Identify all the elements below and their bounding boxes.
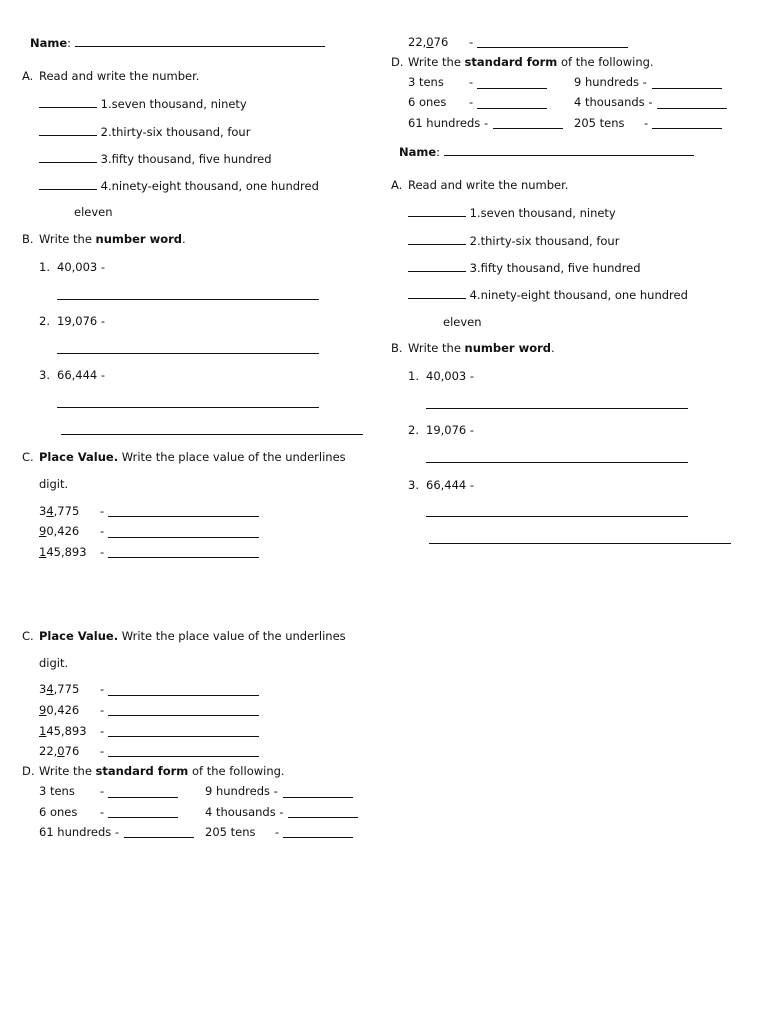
answer-line[interactable] [426, 408, 688, 409]
section-c-letter: C. [22, 450, 34, 464]
place-value-number: 22,076 [408, 35, 449, 49]
dash: - [100, 805, 105, 819]
place-value-number: 22,076 [39, 744, 80, 758]
answer-line[interactable] [124, 837, 194, 838]
section-c-letter: C. [22, 629, 34, 643]
item-number: 3. [39, 368, 50, 382]
list-item: 4.ninety-eight thousand, one hundred [408, 287, 688, 302]
answer-blank[interactable] [408, 233, 466, 245]
answer-line[interactable] [108, 817, 178, 818]
standard-form-item: 9 hundreds - [574, 75, 647, 89]
place-value-number: 90,426 [39, 524, 80, 538]
answer-blank[interactable] [408, 205, 466, 217]
section-d-instruction: Write the standard form of the following. [39, 764, 285, 778]
answer-line[interactable] [61, 434, 363, 435]
answer-line[interactable] [108, 715, 259, 716]
dash: - [100, 545, 105, 559]
item-value: 40,003 - [426, 369, 475, 383]
section-c-instruction: Place Value. Write the place value of the underlines [39, 450, 346, 464]
dash: - [275, 825, 280, 839]
answer-blank[interactable] [408, 260, 466, 272]
section-a-instruction: Read and write the number. [39, 69, 200, 83]
list-item: 2.thirty-six thousand, four [408, 233, 619, 248]
dash: - [100, 504, 105, 518]
standard-form-item: 6 ones [408, 95, 447, 109]
standard-form-item: 61 hundreds - [408, 116, 489, 130]
answer-line[interactable] [477, 47, 628, 48]
standard-form-item: 4 thousands - [574, 95, 653, 109]
dash: - [100, 703, 105, 717]
name-blank[interactable] [444, 144, 694, 156]
answer-blank[interactable] [39, 124, 97, 136]
answer-blank[interactable] [39, 178, 97, 190]
answer-line[interactable] [426, 516, 688, 517]
item-value: 19,076 - [57, 314, 106, 328]
answer-line[interactable] [108, 557, 259, 558]
section-b-letter: B. [391, 341, 403, 355]
answer-line[interactable] [429, 543, 731, 544]
standard-form-item: 6 ones [39, 805, 78, 819]
dash: - [469, 35, 474, 49]
dash: - [100, 682, 105, 696]
name-label: Name [30, 36, 68, 50]
answer-line[interactable] [108, 695, 259, 696]
item-value: 66,444 - [57, 368, 106, 382]
standard-form-item: 205 tens [574, 116, 625, 130]
answer-line[interactable] [57, 407, 319, 408]
section-a-instruction: Read and write the number. [408, 178, 569, 192]
section-b-instruction: Write the number word. [408, 341, 555, 355]
place-value-number: 145,893 [39, 545, 87, 559]
answer-line[interactable] [426, 462, 688, 463]
answer-line[interactable] [108, 797, 178, 798]
section-a-letter: A. [391, 178, 403, 192]
dash: - [100, 744, 105, 758]
answer-line[interactable] [652, 88, 722, 89]
place-value-number: 34,775 [39, 504, 80, 518]
answer-line[interactable] [657, 108, 727, 109]
answer-line[interactable] [493, 128, 563, 129]
list-item: 1.seven thousand, ninety [408, 205, 616, 220]
answer-line[interactable] [108, 537, 259, 538]
item-number: 3. [408, 478, 419, 492]
answer-line[interactable] [108, 756, 259, 757]
answer-line[interactable] [652, 128, 722, 129]
standard-form-item: 205 tens [205, 825, 256, 839]
dash: - [100, 784, 105, 798]
name-row: Name: [30, 35, 325, 50]
place-value-number: 145,893 [39, 724, 87, 738]
list-item: 3.fifty thousand, five hundred [408, 260, 641, 275]
item-value: 19,076 - [426, 423, 475, 437]
place-value-number: 90,426 [39, 703, 80, 717]
answer-line[interactable] [283, 837, 353, 838]
name-blank[interactable] [75, 35, 325, 47]
dash: - [644, 116, 649, 130]
section-b-letter: B. [22, 232, 34, 246]
item-number: 1. [39, 260, 50, 274]
item-number: 1. [408, 369, 419, 383]
dash: - [100, 724, 105, 738]
dash: - [469, 75, 474, 89]
answer-line[interactable] [288, 817, 358, 818]
dash: - [100, 524, 105, 538]
list-item: 3.fifty thousand, five hundred [39, 151, 272, 166]
standard-form-item: 3 tens [39, 784, 75, 798]
section-a-letter: A. [22, 69, 34, 83]
section-c-instruction: Place Value. Write the place value of the underlines [39, 629, 346, 643]
answer-line[interactable] [108, 516, 259, 517]
standard-form-item: 3 tens [408, 75, 444, 89]
place-value-number: 34,775 [39, 682, 80, 696]
answer-line[interactable] [477, 108, 547, 109]
name-label: Name [399, 145, 437, 159]
item-value: 40,003 - [57, 260, 106, 274]
list-item: 2.thirty-six thousand, four [39, 124, 250, 139]
answer-line[interactable] [283, 797, 353, 798]
list-item-continuation: eleven [443, 315, 482, 329]
answer-blank[interactable] [39, 96, 97, 108]
item-value: 66,444 - [426, 478, 475, 492]
section-d-letter: D. [391, 55, 404, 69]
section-d-letter: D. [22, 764, 35, 778]
list-item-continuation: eleven [74, 205, 113, 219]
answer-blank[interactable] [408, 287, 466, 299]
item-number: 2. [39, 314, 50, 328]
standard-form-item: 4 thousands - [205, 805, 284, 819]
list-item: 1.seven thousand, ninety [39, 96, 247, 111]
answer-line[interactable] [57, 299, 319, 300]
section-c-continuation: digit. [39, 477, 69, 491]
section-c-continuation: digit. [39, 656, 69, 670]
answer-line[interactable] [477, 88, 547, 89]
section-b-instruction: Write the number word. [39, 232, 186, 246]
answer-blank[interactable] [39, 151, 97, 163]
dash: - [469, 95, 474, 109]
answer-line[interactable] [108, 736, 259, 737]
list-item: 4.ninety-eight thousand, one hundred [39, 178, 319, 193]
standard-form-item: 61 hundreds - [39, 825, 120, 839]
name-row: Name: [399, 144, 694, 159]
answer-line[interactable] [57, 353, 319, 354]
item-number: 2. [408, 423, 419, 437]
standard-form-item: 9 hundreds - [205, 784, 278, 798]
section-d-instruction: Write the standard form of the following. [408, 55, 654, 69]
